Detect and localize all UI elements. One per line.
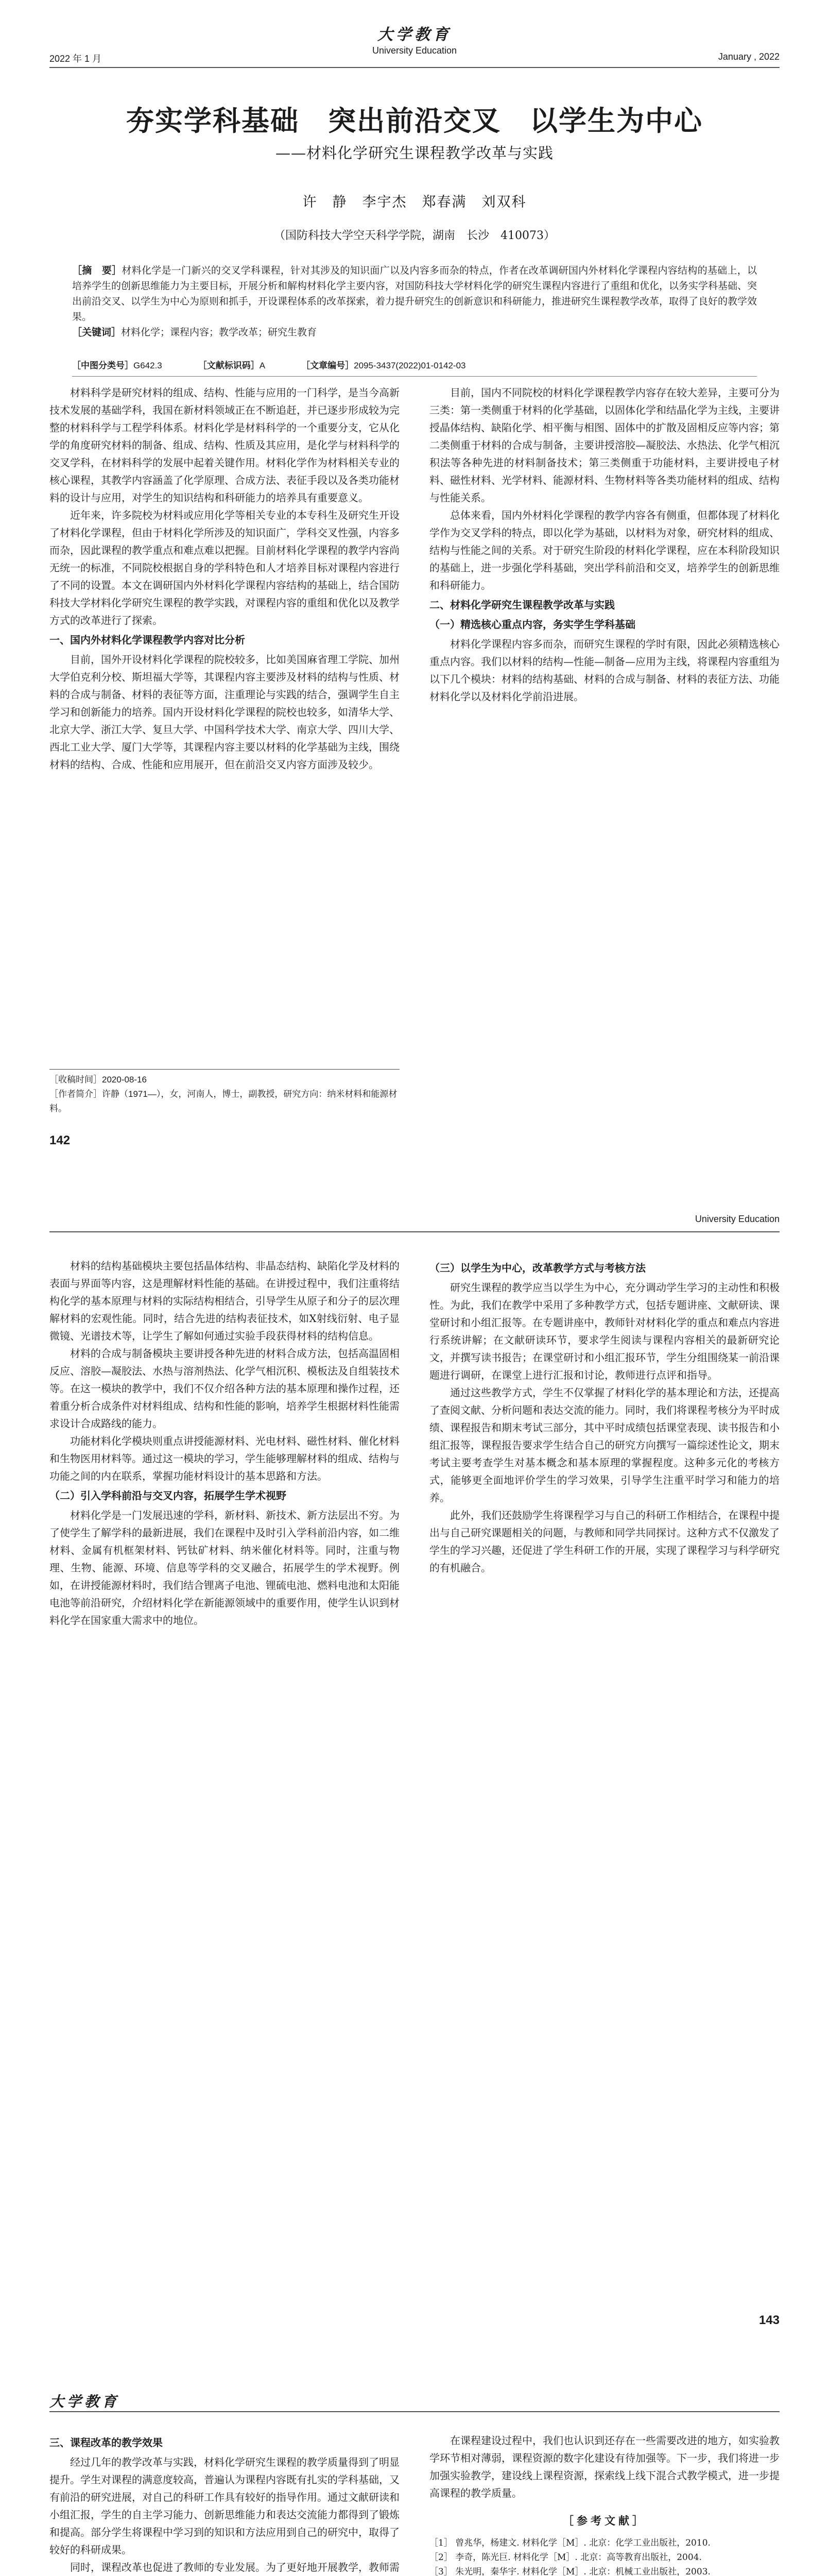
paragraph: 功能材料化学模块则重点讲授能源材料、光电材料、磁性材料、催化材料和生物医用材料等。通过这一模块的学习，学生能够理解材料的组成、结构与功能之间的内在联系，掌握功能材料设计的基本思路和方法。: [49, 1435, 400, 1482]
classification-meta: [72, 358, 757, 377]
article-no-label: ［文章编号］: [301, 361, 354, 370]
journal-header: [49, 1211, 780, 1232]
page-3: [0, 2360, 829, 2576]
subsection-heading: （三）以学生为中心，改革教学方式与考核方法: [429, 1262, 646, 1274]
paragraph: 材料化学是一门发展迅速的学科，新材料、新技术、新方法层出不穷。为了使学生了解学科的最新进展，我们在课程中及时引入学科前沿内容，如二维材料、金属有机框架材料、钙钛矿材料、纳米催化材料等。同时，注重与物理、生物、能源、环境、信息等学科的交叉融合，拓展学生的学术视野。例如，在讲授能源材料时，我们结合锂离子电池、锂硫电池、燃料电池和太阳能电池等前沿研究，介绍材料化学在新能源领域中的重要作用，使学生认识到材料化学在国家重大需求中的地位。: [49, 1509, 400, 1626]
article-authors: 许 静 李宇杰 郑春满 刘双科: [302, 194, 527, 210]
section-heading: 三、课程改革的教学效果: [49, 2436, 163, 2449]
journal-header: [49, 21, 780, 68]
paragraph: 材料科学是研究材料的组成、结构、性能与应用的一门科学，是当今高新技术发展的基础学科，我国在新材料领域正在不断追赶，并已逐步形成较为完整的材料科学与工程学科体系。材料化学是材料科学的一个重要分支，它从化学的角度研究材料的制备、组成、结构、性质及其应用，是化学与材料科学的交叉学科，在材料科学的发展中起着关键作用。材料化学作为材料相关专业的核心课程，其教学内容涵盖了化学原理、合成方法、表征手段以及各类功能材料的设计与应用，对学生的知识结构和科研能力的培养具有重要意义。: [49, 386, 400, 504]
doc-code-value: A: [259, 361, 266, 370]
page2-left-column: [49, 1257, 400, 1629]
abstract-text: 材料化学是一门新兴的交叉学科课程，针对其涉及的知识面广以及内容多而杂的特点，作者在改革调研国内外材料化学课程内容结构的基础上，以培养学生的创新思维能力为主要目标，开展分析和解构材料化学主要内容，对国防科技大学材料化学的研究生课程内容进行了重组和优化，以务实学科基础、突出前沿交叉、以学生为中心为原则和抓手，开设课程体系的改革探索，着力提升研究生的创新意识和科研能力，推进研究生课程教学改革，取得了良好的教学效果。: [72, 265, 757, 323]
section-heading: 二、材料化学研究生课程教学改革与实践: [429, 599, 615, 611]
paragraph: 目前，国外开设材料化学课程的院校较多，比如美国麻省理工学院、加州大学伯克利分校、斯坦福大学等，其课程内容主要涉及材料的结构与性质、材料的合成与制备、材料的表征等方面，注重理论与实践的结合，强调学生自主学习和创新能力的培养。国内开设材料化学课程的院校也较多，如清华大学、北京大学、浙江大学、复旦大学、中国科学技术大学、南京大学、四川大学、西北工业大学、厦门大学等，其课程内容主要以材料的化学基础为主线，围绕材料的结构、合成、性能和应用展开，但在前沿交叉内容方面涉及较少。: [49, 653, 400, 771]
paragraph: 研究生课程的教学应当以学生为中心，充分调动学生学习的主动性和积极性。为此，我们在教学中采用了多种教学方式，包括专题讲座、文献研读、课堂研讨和小组汇报等。在专题讲座中，教师针对材料化学的重点和难点内容进行系统讲解；在文献研读环节，要求学生阅读与课程内容相关的最新研究论文，并撰写读书报告；在课堂研讨和小组汇报环节，学生分组围绕某一前沿课题进行调研，在课堂上进行汇报和讨论，教师进行点评和指导。: [429, 1281, 780, 1381]
page-number: 142: [49, 1133, 71, 1147]
paragraph: 此外，我们还鼓励学生将课程学习与自己的科研工作相结合，在课程中提出与自己研究课题相关的问题，与教师和同学共同探讨。这种方式不仅激发了学生的学习兴趣，还促进了学生科研工作的开展，实现了课程学习与科学研究的有机融合。: [429, 1509, 780, 1574]
reference-list: [429, 2536, 780, 2576]
paragraph: 总体来看，国内外材料化学课程的教学内容各有侧重，但都体现了材料化学作为交叉学科的特点，即以化学为基础，以材料为对象，研究材料的组成、结构与性能之间的关系。对于研究生阶段的材料化学课程，应在本科阶段知识的基础上，进一步强化学科基础，突出学科前沿和交叉，培养学生的创新思维和科研能力。: [429, 509, 780, 591]
paragraph: 在课程建设过程中，我们也认识到还存在一些需要改进的地方，如实验教学环节相对薄弱，课程资源的数字化建设有待加强等。下一步，我们将进一步加强实验教学，建设线上课程资源，探索线上线下混合式教学模式，进一步提高课程的教学质量。: [429, 2434, 780, 2499]
clc-label: ［中图分类号］: [72, 361, 133, 370]
article-no-field: [301, 358, 465, 371]
journal-logo: 大学教育: [377, 26, 452, 44]
paragraph: 材料的合成与制备模块主要讲授各种先进的材料合成方法，包括高温固相反应、溶胶—凝胶法、水热与溶剂热法、化学气相沉积、模板法及自组装技术等。在这一模块的教学中，我们不仅介绍各种方法的基本原理和操作过程，还着重分析合成条件对材料组成、结构和性能的影响，培养学生根据材料性能需求设计合成路线的能力。: [49, 1347, 400, 1430]
journal-name-en: University Education: [695, 1214, 780, 1224]
paragraph: 通过这些教学方式，学生不仅掌握了材料化学的基本理论和方法，还提高了查阅文献、分析问题和表达交流的能力。同时，我们将课程考核分为平时成绩、课程报告和期末考试三部分，其中平时成绩包括课堂表现、读书报告和小组汇报等，课程报告要求学生结合自己的研究方向撰写一篇综述性论文，期末考试主要考查学生对基本概念和基本原理的掌握程度。这种多元化的考核方式，能够更全面地评价学生的学习效果，引导学生注重平时学习和能力的培养。: [429, 1386, 780, 1504]
issue-date-cn: 2022 年 1 月: [49, 54, 102, 64]
article-no-value: 2095-3437(2022)01-0142-03: [354, 361, 466, 370]
subsection-heading: （一）精选核心重点内容，务实学生学科基础: [429, 618, 635, 631]
page3-left-column: [49, 2432, 400, 2576]
received-date: ［收稿时间］2020-08-16: [49, 1075, 147, 1084]
keywords-text: 材料化学；课程内容；教学改革；研究生教育: [121, 327, 317, 338]
reference-item: ［3］ 朱光明，秦华宇. 材料化学［M］. 北京：机械工业出版社，2003.: [429, 2567, 711, 2576]
abstract-label: ［摘 要］: [72, 265, 122, 276]
references-heading: ［参考文献］: [563, 2515, 646, 2527]
reference-item: ［1］ 曾兆华，杨建文. 材料化学［M］. 北京：化学工业出版社，2010.: [429, 2538, 711, 2548]
clc-field: [72, 358, 162, 371]
paragraph: 目前，国内不同院校的材料化学课程教学内容存在较大差异，主要可分为三类：第一类侧重于材料的化学基础，以固体化学和结晶化学为主线，主要讲授晶体结构、缺陷化学、相平衡与相图、固体中的扩散及固相反应等内容；第二类侧重于材料的合成与制备，主要讲授溶胶—凝胶法、水热法、化学气相沉积法等各种先进的材料制备技术；第三类侧重于功能材料，主要讲授电子材料、磁性材料、光学材料、能源材料、生物材料等各类功能材料的组成、结构与性能关系。: [429, 386, 780, 504]
article-affiliation: （国防科技大学空天科学学院，湖南 长沙 410073）: [274, 229, 555, 242]
doc-code-field: [198, 358, 265, 371]
page1-left-column: [49, 384, 400, 773]
page2-right-column: [429, 1257, 780, 1577]
page-number: 143: [758, 2313, 780, 2327]
article-title: 夯实学科基础 突出前沿交叉 以学生为中心: [126, 105, 703, 137]
page3-right-column: [429, 2432, 780, 2576]
journal-logo: 大学教育: [49, 2393, 120, 2410]
paragraph: 经过几年的教学改革与实践，材料化学研究生课程的教学质量得到了明显提升。学生对课程的满意度较高，普遍认为课程内容既有扎实的学科基础，又有前沿的研究进展，对自己的科研工作具有较好的指导作用。通过文献研读和小组汇报，学生的自主学习能力、创新思维能力和表达交流能力都得到了锻炼和提高。部分学生将课程中学习到的知识和方法应用到自己的研究中，取得了较好的科研成果。: [49, 2456, 400, 2556]
page1-right-column: [429, 384, 780, 705]
footnote: [49, 1069, 400, 1116]
clc-value: G642.3: [133, 361, 162, 370]
paragraph: 材料的结构基础模块主要包括晶体结构、非晶态结构、缺陷化学及材料的表面与界面等内容，这是理解材料性能的基础。在讲授过程中，我们注重将结构化学的基本原理与材料的实际结构相结合，引导学生从原子和分子的层次理解材料的宏观性能。同时，结合先进的结构表征技术，如X射线衍射、电子显微镜、光谱技术等，让学生了解如何通过实验手段获得材料的结构信息。: [49, 1260, 400, 1342]
doc-code-label: ［文献标识码］: [198, 361, 260, 370]
article-subtitle: ——材料化学研究生课程教学改革与实践: [275, 144, 554, 162]
journal-name-en: University Education: [372, 45, 457, 56]
subsection-heading: （二）引入学科前沿与交叉内容，拓展学生学术视野: [49, 1489, 286, 1502]
paragraph: 材料化学课程内容多而杂，而研究生课程的学时有限，因此必须精选核心重点内容。我们以材料的结构—性能—制备—应用为主线，将课程内容重组为以下几个模块：材料的结构基础、材料的合成与制备、材料的表征方法、功能材料化学以及材料化学前沿进展。: [429, 638, 780, 703]
author-bio: ［作者简介］许静（1971—），女，河南人，博士，副教授，研究方向：纳米材料和能源材料。: [49, 1089, 398, 1113]
paragraph: 近年来，许多院校为材料或应用化学等相关专业的本专科生及研究生开设了材料化学课程，但由于材料化学所涉及的知识面广，学科交叉性强，内容多而杂，因此课程的教学重点和难点难以把握。目前材料化学课程的教学内容尚无统一的标准，不同院校根据自身的学科特色和人才培养目标对课程内容进行了不同的设置。本文在调研国内外材料化学课程内容结构的基础上，结合国防科技大学材料化学研究生课程的教学实践，对课程内容的重组和优化以及教学方式的改革进行了探索。: [49, 509, 400, 626]
issue-date-en: January , 2022: [718, 52, 780, 62]
page-1: [0, 0, 829, 1180]
paragraph: 同时，课程改革也促进了教师的专业发展。为了更好地开展教学，教师需: [70, 2561, 400, 2573]
abstract: [72, 263, 757, 340]
reference-item: ［2］ 李奇，陈光巨. 材料化学［M］. 北京：高等教育出版社，2004.: [429, 2552, 702, 2563]
keywords-label: ［关键词］: [72, 327, 122, 338]
page-2: [0, 1180, 829, 2360]
section-heading: 一、国内外材料化学课程教学内容对比分析: [49, 634, 245, 646]
journal-header: [49, 2391, 780, 2412]
